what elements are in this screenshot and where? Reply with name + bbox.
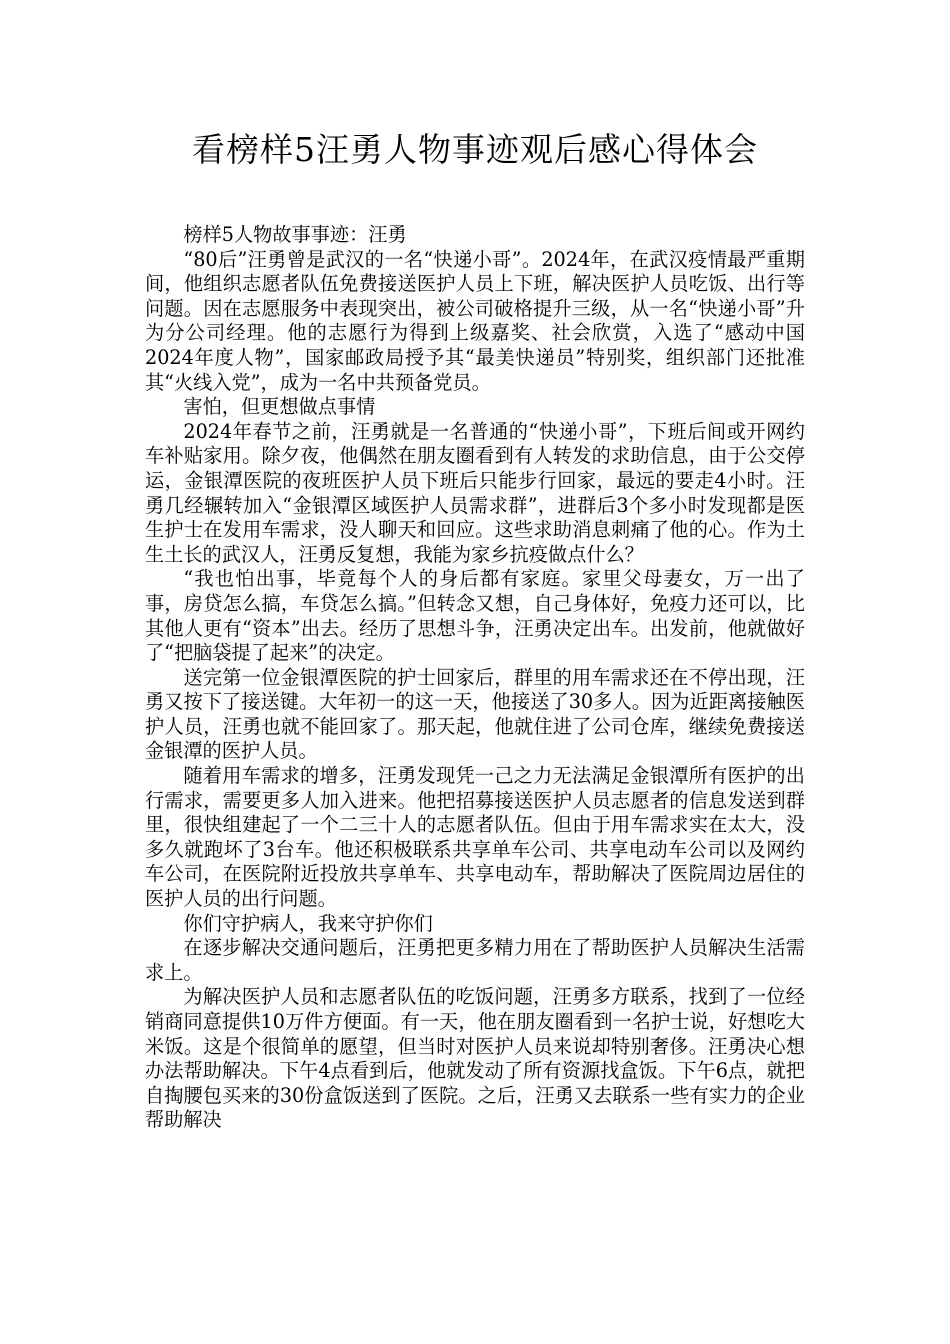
section-heading: 你们守护病人，我来守护你们	[183, 911, 433, 935]
paragraph-subtitle: 榜样5人物故事事迹：汪勇	[183, 223, 407, 246]
paragraph: “80后”汪勇曾是武汉的一名“快递小哥”。2024年，在武汉疫情最严重期间，他组织志愿者队伍免费接送医护人员上下班，解决医护人员吃饭、出行等问题。因在志愿服务中表现突出，被公司破格提升三级，从一名“快递小哥”升为分公司经理。他的志愿行为得到上级嘉奖、社会欣赏，入选了“感动中国2024年度人物”，国家邮政局授予其“最美快递员”特别奖，组织部门还批准其“火线入党”，成为一名中共预备党员。	[145, 247, 805, 394]
paragraph: 送完第一位金银潭医院的护士回家后，群里的用车需求还在不停出现，汪勇又按下了接送键。大年初一的这一天，他接送了30多人。因为近距离接触医护人员，汪勇也就不能回家了。那天起，他就住进了公司仓库，继续免费接送金银潭的医护人员。	[145, 665, 805, 763]
document-title: 看榜样5汪勇人物事迹观后感心得体会	[192, 130, 758, 169]
paragraph: 随着用车需求的增多，汪勇发现凭一己之力无法满足金银潭所有医护的出行需求，需要更多人加入进来。他把招募接送医护人员志愿者的信息发送到群里，很快组建起了一个二三十人的志愿者队伍。但由于用车需求实在太大，没多久就跑坏了3台车。他还积极联系共享单车公司、共享电动车公司以及网约车公司，在医院附近投放共享单车、共享电动车，帮助解决了医院周边居住的医护人员的出行问题。	[145, 764, 805, 911]
section-heading: 害怕，但更想做点事情	[183, 395, 376, 419]
paragraph: 在逐步解决交通问题后，汪勇把更多精力用在了帮助医护人员解决生活需求上。	[145, 936, 805, 984]
paragraph: 为解决医护人员和志愿者队伍的吃饭问题，汪勇多方联系，找到了一位经销商同意提供10万件方便面。有一天，他在朋友圈看到一名护士说，好想吃大米饭。这是个很简单的愿望，但当时对医护人员来说却特别奢侈。汪勇决心想办法帮助解决。下午4点看到后，他就发动了所有资源找盒饭。下午6点，就把自掏腰包买来的30份盒饭送到了医院。之后，汪勇又去联系一些有实力的企业帮助解决	[145, 985, 805, 1132]
paragraph: 2024年春节之前，汪勇就是一名普通的“快递小哥”，下班后间或开网约车补贴家用。除夕夜，他偶然在朋友圈看到有人转发的求助信息，由于公交停运，金银潭医院的夜班医护人员下班后只能步行回家，最远的要走4小时。汪勇几经辗转加入“金银潭区域医护人员需求群”，进群后3个多小时发现都是医生护士在发用车需求，没人聊天和回应。这些求助消息刺痛了他的心。作为土生土长的武汉人，汪勇反复想，我能为家乡抗疫做点什么？	[145, 419, 805, 566]
paragraph: “我也怕出事，毕竟每个人的身后都有家庭。家里父母妻女，万一出了事，房贷怎么搞，车贷怎么搞。”但转念又想，自己身体好，免疫力还可以，比其他人更有“资本”出去。经历了思想斗争，汪勇决定出车。出发前，他就做好了“把脑袋提了起来”的决定。	[145, 567, 805, 665]
document-body	[145, 223, 805, 1133]
